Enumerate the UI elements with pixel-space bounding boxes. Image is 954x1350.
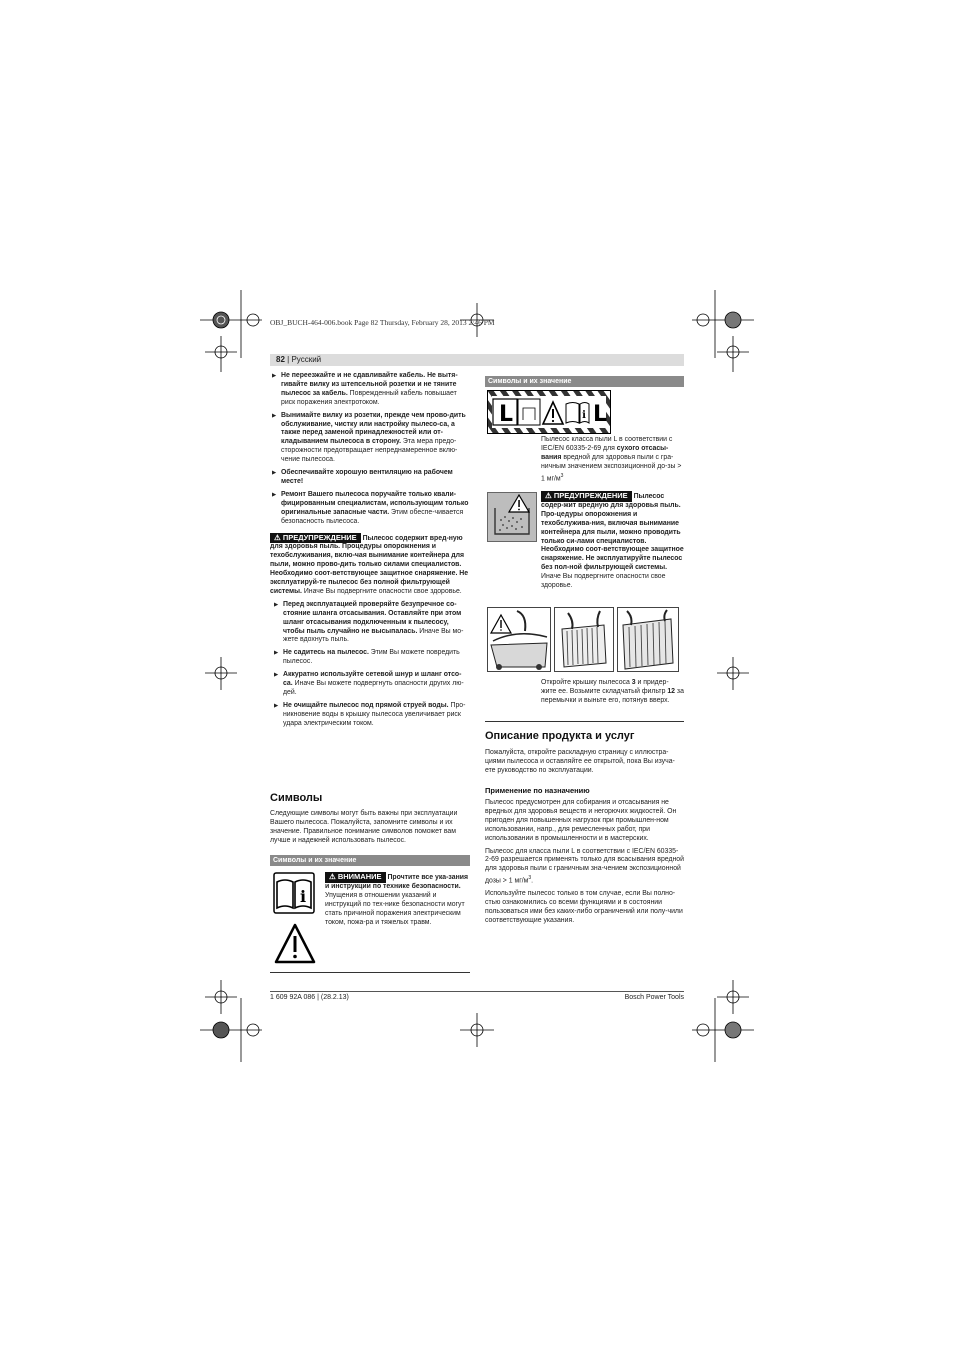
svg-text:i: i [582,410,586,421]
filter-removal-illustration-2 [617,607,679,672]
footer-left: 1 609 92A 086 | (28.2.13) [270,994,349,1001]
svg-text:L: L [593,402,608,427]
right-warning-block: ⚠ ПРЕДУПРЕЖДЕНИЕ Пылесос содер-жит вредную для здоровья пыль. Про-цедуры опорожнения и техобслужива-ния, включая вынимание контейнера для пыли, можно проводить только си-лами специалистов. Необходимо соот-ветствующее защитное снаряжение. Не эксплуатируйте пылесос без пол-ной фильтрующей системы. Иначе Вы подвергните опасности свое здоровье. [541,491,684,590]
warning-badge: ⚠ ПРЕДУПРЕЖДЕНИЕ [541,491,632,502]
list-item: ▶ Не садитесь на пылесос. Этим Вы можете повредить пылесос. [274,649,469,667]
warning-badge: ⚠ ПРЕДУПРЕЖДЕНИЕ [270,533,361,544]
intended-use-body: Пылесос предусмотрен для собирания и отсасывания не вредных для здоровья веществ и негорючих жидкостей. Он пригоден для повышенных нагрузок при промышлен-ном использовании, напр., для ремесленных работ, при использовании в промышленности и в мастерских. Пылесос для класса пыли L в соответствии с IEC/EN 60335-2-69 разрешается применять только для всасывания вредной для здоровья пыли с граничным зна-чением экспозиционной дозы > 1 $мг/м^3$. Используйте пылесос только в том случае, если Вы полно-стью ознакомились со всеми функциями и в состоянии пользоваться ими без каких-либо ограничений или полу-чили соответствующие указания. [485,799,684,925]
left-column [272,372,469,733]
symbols-intro: Следующие символы могут быть важны при эксплуатации Вашего пылесоса. Пожалуйста, запомните символы и их значение. Правильное понимание символов поможет вам лучше и надежней использовать пылесос. [270,810,458,844]
header-separator: | [287,355,290,364]
list-item: ▶ Ремонт Вашего пылесоса поручайте только квали-фицированным специалистам, использующим только оригинальные запасные части. Этим обеспе-чивается безопасность пылесоса. [272,491,469,527]
product-title: Описание продукта и услуг [485,730,635,742]
attention-badge: ⚠ ВНИМАНИЕ [325,872,386,883]
list-item: ▶ Обеспечивайте хорошую вентиляцию на рабочем месте! [272,469,469,487]
page-number: 82 [276,355,285,364]
dust-class-l-label [487,390,611,434]
dust-hazard-icon [487,492,537,542]
list-item: ▶ Вынимайте вилку из розетки, прежде чем прово-дить обслуживание, чистку или настройку пылесо-са, а также перед заменой принадлежностей или от-кладыванием пылесоса в сторону. Эта мера предо-сторожности предотвращает непреднамеренное вклю-чение пылесоса. [272,412,469,465]
footer-rule [270,991,684,992]
attention-block: ⚠ ВНИМАНИЕ Прочтите все ука-зания и инструкции по технике безопасности. Упущения в отношении указаний и инструкций по тех-нике безопасности могут стать причиной поражения электрическим током, пожа-ра и тяжелых травм. [325,872,469,926]
symbols-title: Символы [270,792,323,804]
warning-triangle-icon [273,922,317,966]
open-lid-illustration [487,607,551,672]
filter-removal-illustration-1 [554,607,614,672]
divider [485,721,684,722]
list-item: ▶ Не переезжайте и не сдавливайте кабель. Не вытя-гивайте вилку из штепсельной розетки и не тяните пылесос за кабель. Поврежденный кабель повышает риск поражения электротоком. [272,372,469,408]
class-l-description: Пылесос класса пыли L в соответствии с IEC/EN 60335-2-69 для сухого отсасы-вания вредной для здоровья пыли с гра-ничным значением экспозиционной до-зы > 1 $мг/м^3$ [541,436,682,482]
divider [270,972,470,973]
page-header [270,354,684,366]
filter-description: Откройте крышку пылесоса 3 и придер-жите ее. Возьмите складчатый фильтр 12 за перемычки и выньте его, потянув вверх. [541,679,684,704]
header-language: Русский [291,355,322,364]
list-item: ▶ Аккуратно используйте сетевой шнур и шланг отсо-са. Иначе Вы можете подвергнуть опасности других лю-дей. [274,671,469,698]
info-letter: i [299,887,307,906]
svg-text:L: L [499,402,514,427]
print-info: OBJ_BUCH-464-006.book Page 82 Thursday, February 28, 2013 2:46 PM [270,318,495,327]
footer-right: Bosch Power Tools [624,994,684,1001]
symbols-table-header-right: Символы и их значение [485,376,684,387]
warning-block: ⚠ ПРЕДУПРЕЖДЕНИЕ Пылесос содержит вред-ную для здоровья пыль. Процедуры опорожнения и техобслуживания, вклю-чая вынимание контейнера для пыли, можно прово-дить только силами специалистов. Необходимо соот-ветствующее защитное снаряжение. Не эксплуатируй-те пылесос без полной фильтрующей системы. Иначе Вы подвергните опасности свое здоровье. [270,532,469,595]
read-manual-icon [273,872,315,914]
intended-use-title: Применение по назначению [485,786,590,795]
product-intro: Пожалуйста, откройте раскладную страницу с иллюстра-циями пылесоса и оставляйте ее открытой, пока Вы изуча-ете руководство по эксплуатации. [485,749,675,774]
symbols-table-header-left: Символы и их значение [270,855,470,866]
list-item: ▶ Перед эксплуатацией проверяйте безупречное со-стояние шланга отсасывания. Оставляйте при этом шланг отсасывания подключенным к пылесосу, чтобы пыль случайно не высыпалась. Иначе Вы мо-жете вдохнуть пыль. [274,601,469,646]
list-item: ▶ Не очищайте пылесос под прямой струей воды. Про-никновение воды в крышку пылесоса увеличивает риск удара электрическим током. [274,702,469,729]
